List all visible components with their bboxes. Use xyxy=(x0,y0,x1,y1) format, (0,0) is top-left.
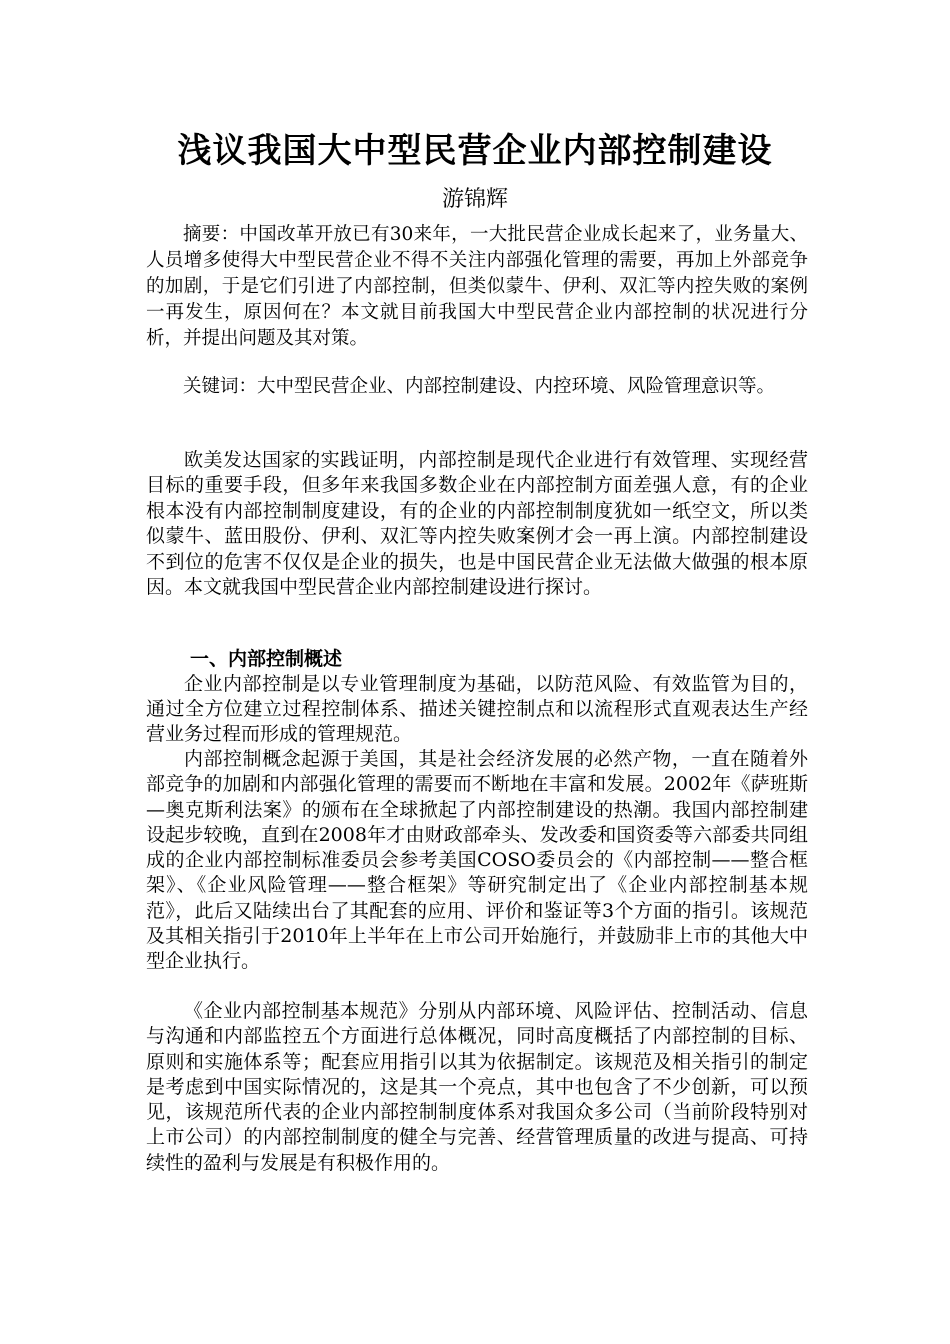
abstract-label: 摘要： xyxy=(183,224,240,245)
section-heading: 一、内部控制概述 xyxy=(190,648,343,670)
abstract-text: 中国改革开放已有30来年，一大批民营企业成长起来了，业务量大、人员增多使得大中型民营企业不得不关注内部强化管理的需要，再加上外部竞争的加剧，于是它们引进了内部控制，但类似蒙牛、伊利、双汇等内控失败的案例一再发生，原因何在？本文就目前我国大中型民营企业内部控制的状况进行分析，并提出问题及其对策。 xyxy=(146,224,808,349)
keywords-paragraph xyxy=(146,374,808,400)
keywords-label: 关键词： xyxy=(183,376,258,397)
intro-paragraph: 欧美发达国家的实践证明，内部控制是现代企业进行有效管理、实现经营目标的重要手段，但多年来我国多数企业在内部控制方面差强人意，有的企业根本没有内部控制制度建设，有的企业的内部控制制度犹如一纸空文，所以类似蒙牛、蓝田股份、伊利、双汇等内控失败案例才会一再上演。内部控制建设不到位的危害不仅仅是企业的损失，也是中国民营企业无法做大做强的根本原因。本文就我国中型民营企业内部控制建设进行探讨。 xyxy=(146,449,808,599)
section-paragraph-3: 《企业内部控制基本规范》分别从内部环境、风险评估、控制活动、信息与沟通和内部监控五个方面进行总体概况，同时高度概括了内部控制的目标、原则和实施体系等；配套应用指引以其为依据制定。该规范及相关指引的制定是考虑到中国实际情况的，这是其一个亮点，其中也包含了不少创新，可以预见，该规范所代表的企业内部控制制度体系对我国众多公司（当前阶段特别对上市公司）的内部控制制度的健全与完善、经营管理质量的改进与提高、可持续性的盈利与发展是有积极作用的。 xyxy=(146,1000,808,1174)
section-paragraph-2: 内部控制概念起源于美国，其是社会经济发展的必然产物，一直在随着外部竞争的加剧和内部强化管理的需要而不断地在丰富和发展。2002年《萨班斯—奥克斯利法案》的颁布在全球掀起了内部控制建设的热潮。我国内部控制建设起步较晚，直到在2008年才由财政部牵头、发改委和国资委等六部委共同组成的企业内部控制标准委员会参考美国COSO委员会的《内部控制——整合框架》、《企业风险管理——整合框架》等研究制定出了《企业内部控制基本规范》，此后又陆续出台了其配套的应用、评价和鉴证等3个方面的指引。该规范及其相关指引于2010年上半年在上市公司开始施行，并鼓励非上市的其他大中型企业执行。 xyxy=(146,748,808,973)
author-name: 游锦辉 xyxy=(441,187,508,212)
document-title: 浅议我国大中型民营企业内部控制建设 xyxy=(177,131,773,171)
abstract-paragraph xyxy=(146,222,808,352)
section-paragraph-1: 企业内部控制是以专业管理制度为基础，以防范风险、有效监管为目的，通过全方位建立过程控制体系、描述关键控制点和以流程形式直观表达生产经营业务过程而形成的管理规范。 xyxy=(146,673,808,746)
keywords-text: 大中型民营企业、内部控制建设、内控环境、风险管理意识等。 xyxy=(257,376,776,397)
